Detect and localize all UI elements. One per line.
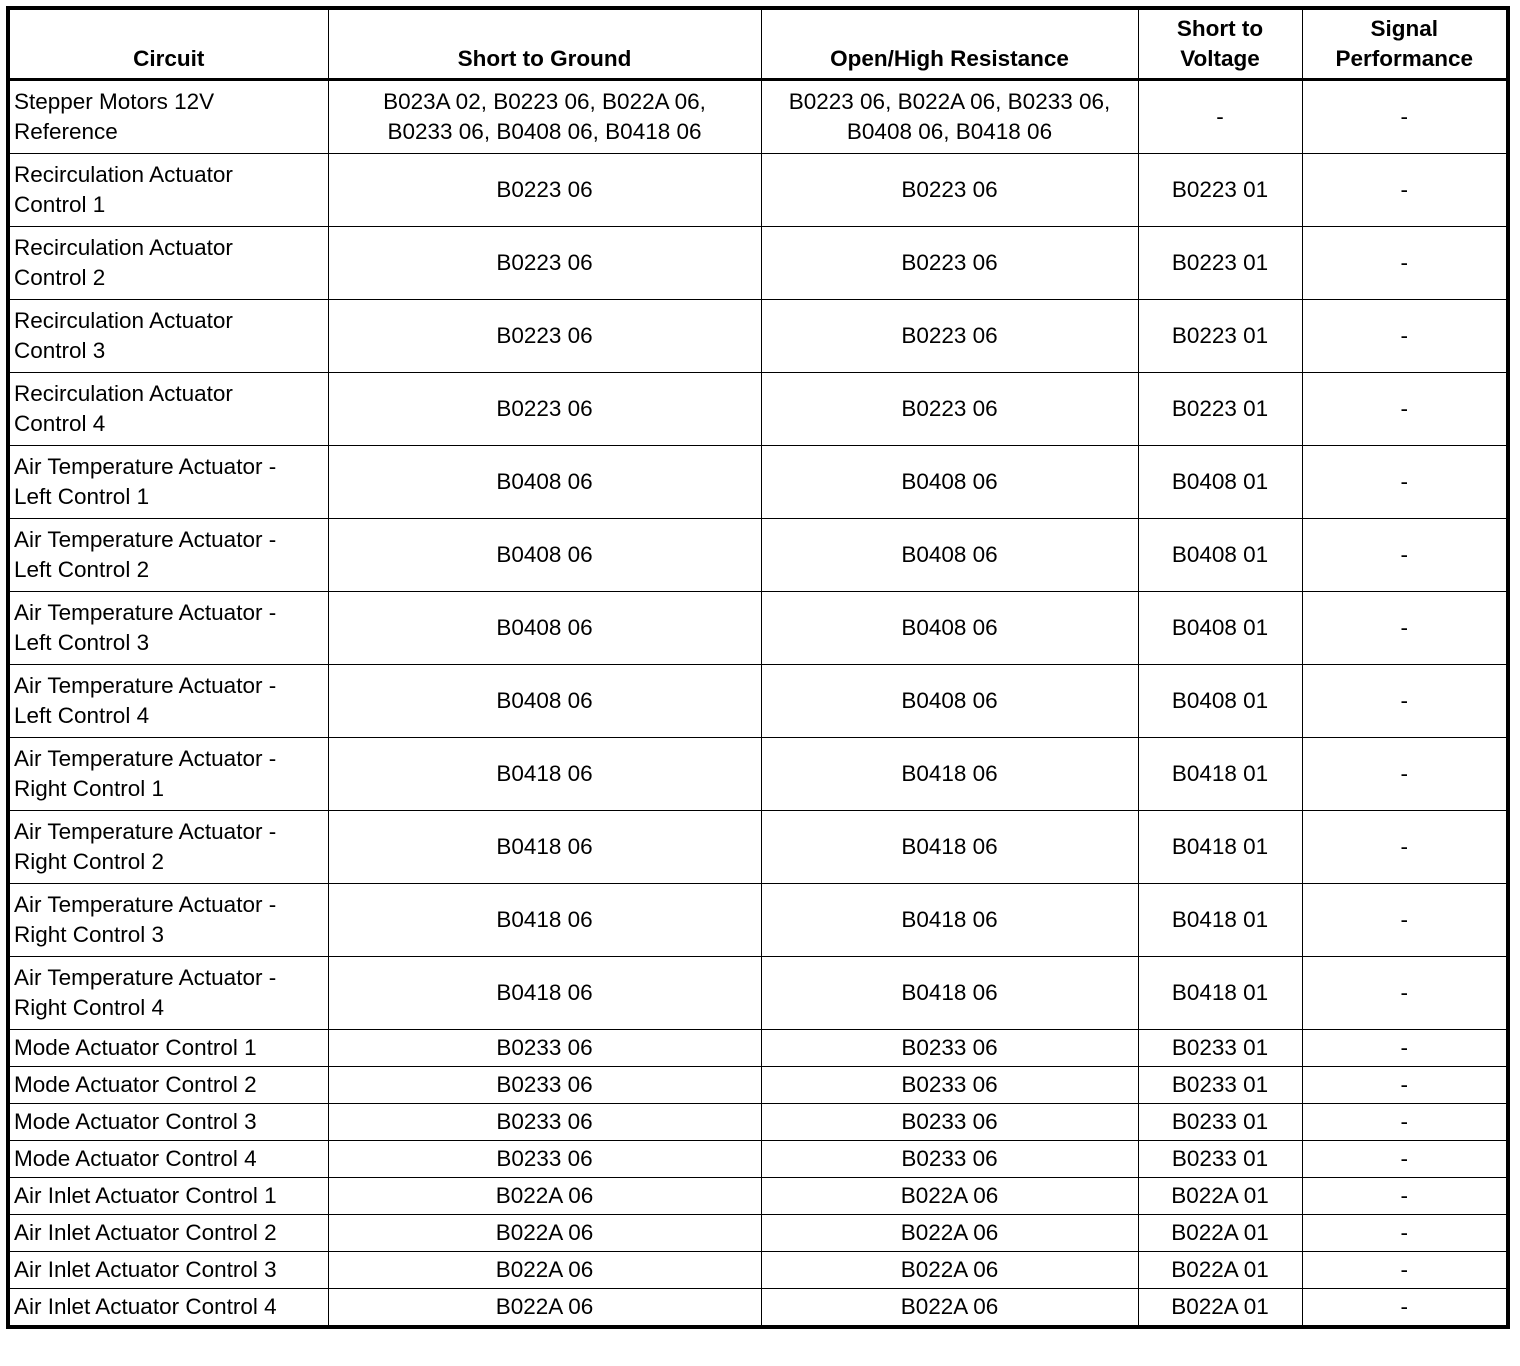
short-to-voltage-cell: B0418 01	[1138, 957, 1302, 1030]
short-to-ground-cell: B0418 06	[328, 811, 761, 884]
ground-line1: B023A 02, B0223 06, B022A 06,	[383, 89, 706, 114]
short-to-ground-cell: B0418 06	[328, 957, 761, 1030]
table-row	[8, 1178, 1508, 1215]
header-signal-performance-line2: Performance	[1335, 46, 1474, 71]
short-to-voltage-cell: B022A 01	[1138, 1289, 1302, 1328]
signal-performance-cell: -	[1302, 519, 1508, 592]
open-high-resistance-cell: B0408 06	[761, 665, 1138, 738]
table-row	[8, 1030, 1508, 1067]
circuit-line1: Recirculation Actuator	[14, 308, 233, 333]
header-short-to-voltage-line1: Short to	[1176, 16, 1264, 41]
short-to-ground-cell: B022A 06	[328, 1289, 761, 1328]
short-to-voltage-cell: B0233 01	[1138, 1030, 1302, 1067]
table-row	[8, 1252, 1508, 1289]
signal-performance-cell: -	[1302, 665, 1508, 738]
circuit-line2: Left Control 3	[14, 630, 150, 655]
short-to-ground-cell: B0408 06	[328, 665, 761, 738]
short-to-ground-cell: B0408 06	[328, 519, 761, 592]
open-high-resistance-cell: B0418 06	[761, 738, 1138, 811]
short-to-ground-cell: B0223 06	[328, 373, 761, 446]
short-to-ground-cell: B0408 06	[328, 446, 761, 519]
circuit-line1: Recirculation Actuator	[14, 381, 233, 406]
signal-performance-cell: -	[1302, 1067, 1508, 1104]
signal-performance-cell: -	[1302, 1030, 1508, 1067]
open-high-resistance-cell: B0408 06	[761, 519, 1138, 592]
short-to-voltage-cell: B0408 01	[1138, 446, 1302, 519]
circuit-cell	[8, 154, 328, 227]
table-row	[8, 665, 1508, 738]
header-short-to-voltage	[1138, 8, 1302, 80]
circuit-cell: Air Inlet Actuator Control 1	[8, 1178, 328, 1215]
circuit-cell	[8, 811, 328, 884]
circuit-line1: Recirculation Actuator	[14, 162, 233, 187]
header-open-high-resistance: Open/High Resistance	[761, 8, 1138, 80]
signal-performance-cell: -	[1302, 1289, 1508, 1328]
table-row	[8, 154, 1508, 227]
circuit-line1: Stepper Motors 12V	[14, 89, 215, 114]
short-to-ground-cell: B0223 06	[328, 227, 761, 300]
circuit-line1: Recirculation Actuator	[14, 235, 233, 260]
table-row	[8, 957, 1508, 1030]
short-to-voltage-cell: B0233 01	[1138, 1067, 1302, 1104]
signal-performance-cell: -	[1302, 738, 1508, 811]
circuit-cell	[8, 884, 328, 957]
signal-performance-cell: -	[1302, 373, 1508, 446]
circuit-cell	[8, 519, 328, 592]
circuit-cell	[8, 592, 328, 665]
short-to-voltage-cell: -	[1138, 80, 1302, 154]
open-line1: B0223 06, B022A 06, B0233 06,	[788, 89, 1111, 114]
table-row	[8, 884, 1508, 957]
circuit-line1: Air Temperature Actuator -	[14, 746, 277, 771]
signal-performance-cell: -	[1302, 80, 1508, 154]
open-high-resistance-cell: B0223 06	[761, 373, 1138, 446]
circuit-line2: Right Control 1	[14, 776, 165, 801]
open-high-resistance-cell: B0418 06	[761, 957, 1138, 1030]
signal-performance-cell: -	[1302, 1141, 1508, 1178]
header-signal-performance-line1: Signal	[1370, 16, 1438, 41]
open-high-resistance-cell: B0233 06	[761, 1141, 1138, 1178]
signal-performance-cell: -	[1302, 1104, 1508, 1141]
table-row	[8, 1141, 1508, 1178]
dtc-circuit-table	[6, 6, 1510, 1329]
short-to-ground-cell: B0223 06	[328, 154, 761, 227]
short-to-voltage-cell: B0233 01	[1138, 1104, 1302, 1141]
short-to-voltage-cell: B0408 01	[1138, 592, 1302, 665]
circuit-line2: Right Control 2	[14, 849, 165, 874]
circuit-line2: Control 2	[14, 265, 106, 290]
open-high-resistance-cell: B0408 06	[761, 592, 1138, 665]
header-signal-performance	[1302, 8, 1508, 80]
signal-performance-cell: -	[1302, 227, 1508, 300]
signal-performance-cell: -	[1302, 154, 1508, 227]
table-row	[8, 227, 1508, 300]
short-to-ground-cell: B022A 06	[328, 1252, 761, 1289]
open-line2: B0408 06, B0418 06	[846, 119, 1053, 144]
circuit-cell	[8, 738, 328, 811]
short-to-voltage-cell: B0408 01	[1138, 665, 1302, 738]
short-to-voltage-cell: B022A 01	[1138, 1215, 1302, 1252]
table-row	[8, 446, 1508, 519]
table-row	[8, 300, 1508, 373]
signal-performance-cell: -	[1302, 811, 1508, 884]
header-short-to-voltage-line2: Voltage	[1180, 46, 1260, 71]
circuit-line1: Air Temperature Actuator -	[14, 673, 277, 698]
open-high-resistance-cell: B022A 06	[761, 1289, 1138, 1328]
short-to-voltage-cell: B0408 01	[1138, 519, 1302, 592]
short-to-ground-cell: B0418 06	[328, 884, 761, 957]
open-high-resistance-cell: B0233 06	[761, 1104, 1138, 1141]
open-high-resistance-cell: B0233 06	[761, 1067, 1138, 1104]
short-to-voltage-cell: B022A 01	[1138, 1178, 1302, 1215]
open-high-resistance-cell: B022A 06	[761, 1252, 1138, 1289]
signal-performance-cell: -	[1302, 592, 1508, 665]
signal-performance-cell: -	[1302, 1252, 1508, 1289]
circuit-line2: Right Control 4	[14, 995, 165, 1020]
table-row	[8, 519, 1508, 592]
short-to-ground-cell: B0223 06	[328, 300, 761, 373]
ground-line2: B0233 06, B0408 06, B0418 06	[387, 119, 702, 144]
circuit-line1: Air Temperature Actuator -	[14, 965, 277, 990]
open-high-resistance-cell: B0233 06	[761, 1030, 1138, 1067]
circuit-cell: Mode Actuator Control 2	[8, 1067, 328, 1104]
circuit-cell	[8, 446, 328, 519]
table-row	[8, 811, 1508, 884]
circuit-line1: Air Temperature Actuator -	[14, 454, 277, 479]
circuit-cell: Air Inlet Actuator Control 3	[8, 1252, 328, 1289]
open-high-resistance-cell	[761, 80, 1138, 154]
table-row	[8, 738, 1508, 811]
open-high-resistance-cell: B0418 06	[761, 811, 1138, 884]
short-to-voltage-cell: B0223 01	[1138, 300, 1302, 373]
circuit-line2: Left Control 2	[14, 557, 150, 582]
short-to-ground-cell: B0233 06	[328, 1030, 761, 1067]
open-high-resistance-cell: B022A 06	[761, 1215, 1138, 1252]
circuit-cell	[8, 665, 328, 738]
circuit-cell: Mode Actuator Control 3	[8, 1104, 328, 1141]
short-to-ground-cell: B0408 06	[328, 592, 761, 665]
table-row	[8, 1067, 1508, 1104]
short-to-voltage-cell: B0418 01	[1138, 811, 1302, 884]
signal-performance-cell: -	[1302, 957, 1508, 1030]
signal-performance-cell: -	[1302, 884, 1508, 957]
circuit-cell	[8, 80, 328, 154]
open-high-resistance-cell: B0223 06	[761, 300, 1138, 373]
circuit-cell	[8, 373, 328, 446]
short-to-ground-cell	[328, 80, 761, 154]
open-high-resistance-cell: B0223 06	[761, 227, 1138, 300]
table-row	[8, 1289, 1508, 1328]
circuit-line2: Left Control 1	[14, 484, 150, 509]
short-to-ground-cell: B0418 06	[328, 738, 761, 811]
circuit-cell: Mode Actuator Control 4	[8, 1141, 328, 1178]
circuit-line1: Air Temperature Actuator -	[14, 527, 277, 552]
open-high-resistance-cell: B022A 06	[761, 1178, 1138, 1215]
header-row	[8, 8, 1508, 80]
open-high-resistance-cell: B0408 06	[761, 446, 1138, 519]
open-high-resistance-cell: B0223 06	[761, 154, 1138, 227]
circuit-cell	[8, 957, 328, 1030]
short-to-voltage-cell: B0223 01	[1138, 227, 1302, 300]
header-short-to-ground: Short to Ground	[328, 8, 761, 80]
short-to-ground-cell: B0233 06	[328, 1067, 761, 1104]
open-high-resistance-cell: B0418 06	[761, 884, 1138, 957]
short-to-ground-cell: B0233 06	[328, 1141, 761, 1178]
circuit-line2: Control 1	[14, 192, 106, 217]
signal-performance-cell: -	[1302, 1178, 1508, 1215]
circuit-cell: Air Inlet Actuator Control 4	[8, 1289, 328, 1328]
short-to-voltage-cell: B0223 01	[1138, 373, 1302, 446]
circuit-line1: Air Temperature Actuator -	[14, 892, 277, 917]
short-to-ground-cell: B022A 06	[328, 1178, 761, 1215]
short-to-voltage-cell: B0233 01	[1138, 1141, 1302, 1178]
short-to-voltage-cell: B0418 01	[1138, 884, 1302, 957]
circuit-cell: Air Inlet Actuator Control 2	[8, 1215, 328, 1252]
circuit-cell	[8, 300, 328, 373]
table-row	[8, 1104, 1508, 1141]
circuit-line1: Air Temperature Actuator -	[14, 819, 277, 844]
circuit-line2: Reference	[14, 119, 118, 144]
circuit-line2: Right Control 3	[14, 922, 165, 947]
circuit-line2: Control 4	[14, 411, 106, 436]
short-to-voltage-cell: B0418 01	[1138, 738, 1302, 811]
signal-performance-cell: -	[1302, 1215, 1508, 1252]
circuit-line1: Air Temperature Actuator -	[14, 600, 277, 625]
table-row	[8, 1215, 1508, 1252]
circuit-cell: Mode Actuator Control 1	[8, 1030, 328, 1067]
circuit-line2: Control 3	[14, 338, 106, 363]
circuit-cell	[8, 227, 328, 300]
table-row	[8, 80, 1508, 154]
short-to-ground-cell: B0233 06	[328, 1104, 761, 1141]
table-row	[8, 592, 1508, 665]
header-circuit: Circuit	[8, 8, 328, 80]
circuit-line2: Left Control 4	[14, 703, 150, 728]
signal-performance-cell: -	[1302, 446, 1508, 519]
short-to-ground-cell: B022A 06	[328, 1215, 761, 1252]
short-to-voltage-cell: B0223 01	[1138, 154, 1302, 227]
short-to-voltage-cell: B022A 01	[1138, 1252, 1302, 1289]
signal-performance-cell: -	[1302, 300, 1508, 373]
table-row	[8, 373, 1508, 446]
